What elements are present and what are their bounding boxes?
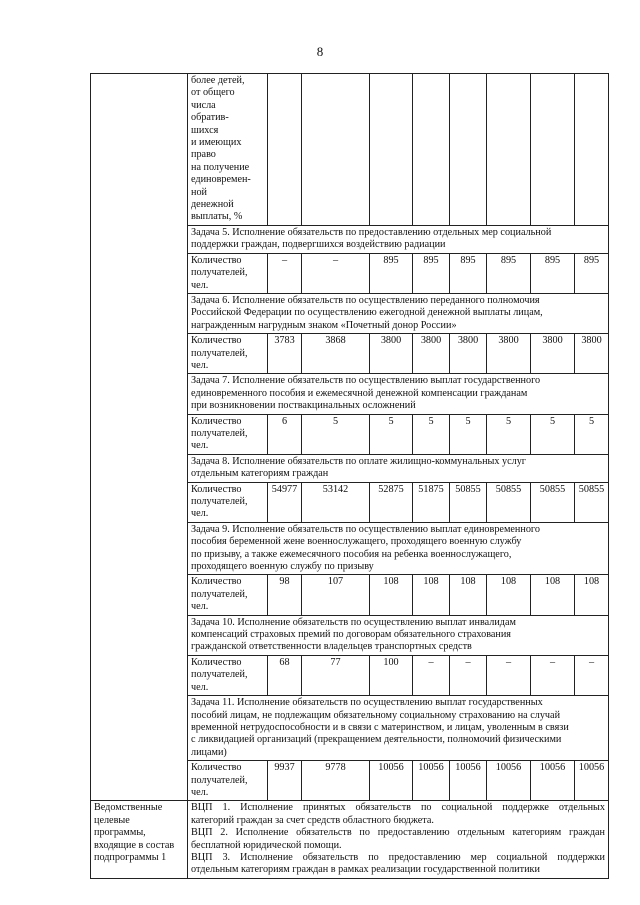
indicator-label <box>188 74 268 226</box>
value-cell: 10056 <box>370 761 413 801</box>
value-cell: 9778 <box>302 761 370 801</box>
text-line: пособий лицам, не подлежащим обязательному социальному страхованию на случай <box>191 709 561 721</box>
vcp-heading <box>91 801 188 878</box>
text-line: и имеющих <box>191 137 242 149</box>
value-cell: 77 <box>302 655 370 695</box>
value-cell: – <box>487 655 531 695</box>
text-line: чел. <box>191 440 209 452</box>
value-cell: 108 <box>370 575 413 615</box>
value-cell: 895 <box>531 253 575 293</box>
value-cell: 3868 <box>302 334 370 374</box>
value-cell <box>413 74 450 226</box>
text-line: Задача 7. Исполнение обязательств по осуществлению выплат государственного <box>191 375 541 387</box>
value-cell: 10056 <box>531 761 575 801</box>
text-line: по призыву, а также ежемесячного пособия на ребенка военнослужащего, <box>191 548 512 560</box>
text-line: поддержки граждан, подвергшихся воздействию радиации <box>191 239 446 251</box>
text-line: компенсаций страховых премий по договорам обязательного страхования <box>191 629 511 641</box>
text-line: чел. <box>191 601 209 613</box>
task-title <box>188 696 609 761</box>
indicator-label <box>188 334 268 374</box>
text-line: Количество <box>191 254 242 266</box>
value-cell: 107 <box>302 575 370 615</box>
text-line: проходящего военную службу по призыву <box>191 561 374 573</box>
text-line: гражданской ответственности владельцев транспортных средств <box>191 641 472 653</box>
text-line: на получение <box>191 161 250 173</box>
text-line: отдельным категориям граждан <box>191 468 329 480</box>
text-line: право <box>191 149 216 161</box>
value-cell: 52875 <box>370 482 413 522</box>
value-cell: 5 <box>487 414 531 454</box>
value-cell: 3800 <box>575 334 609 374</box>
value-cell: 3800 <box>531 334 575 374</box>
indicators-table <box>90 73 609 879</box>
value-cell: 100 <box>370 655 413 695</box>
value-cell: 50855 <box>531 482 575 522</box>
text-line: Задача 9. Исполнение обязательств по осуществлению выплат единовременного <box>191 523 540 535</box>
value-cell: 50855 <box>575 482 609 522</box>
task-title <box>188 454 609 482</box>
value-cell: 10056 <box>413 761 450 801</box>
text-line: единовременного пособия и ежемесячной денежной компенсации гражданам <box>191 387 528 399</box>
text-line: числа <box>191 99 216 111</box>
value-cell: 895 <box>370 253 413 293</box>
value-cell: 51875 <box>413 482 450 522</box>
text-line: бесплатной юридической помощи. <box>191 839 342 851</box>
text-line: Количество <box>191 335 242 347</box>
text-line: Количество <box>191 415 242 427</box>
text-line: пособия беременной жене военнослужащего, проходящего военную службу <box>191 536 522 548</box>
text-line: при возникновении поствакцинальных осложнений <box>191 400 416 412</box>
value-cell: 3800 <box>487 334 531 374</box>
indicator-label <box>188 655 268 695</box>
text-line: Количество <box>191 762 242 774</box>
value-cell: 6 <box>268 414 302 454</box>
value-cell: 108 <box>450 575 487 615</box>
value-cell <box>370 74 413 226</box>
vcp-row <box>91 801 609 878</box>
empty-left-cell <box>91 74 188 801</box>
text-line: ной <box>191 186 207 198</box>
task-title <box>188 225 609 253</box>
value-cell: – <box>575 655 609 695</box>
value-cell: – <box>268 253 302 293</box>
text-line: от общего <box>191 87 235 99</box>
vcp-item <box>191 852 605 877</box>
text-line: Ведомственные <box>94 802 163 814</box>
text-line: программы, <box>94 827 146 839</box>
value-cell: – <box>302 253 370 293</box>
value-cell: 108 <box>575 575 609 615</box>
text-line: Задача 11. Исполнение обязательств по осуществлению выплат государственных <box>191 697 543 709</box>
text-line: лицами) <box>191 746 227 758</box>
text-line: денежной <box>191 199 234 211</box>
task-title <box>188 522 609 575</box>
value-cell: 50855 <box>450 482 487 522</box>
value-cell: 3800 <box>450 334 487 374</box>
text-line: целевые <box>94 814 130 826</box>
vcp-list <box>188 801 609 878</box>
text-line: Количество <box>191 483 242 495</box>
value-cell: 9937 <box>268 761 302 801</box>
text-line: Задача 5. Исполнение обязательств по предоставлению отдельных мер социальной <box>191 226 552 238</box>
text-line: награжденным нагрудным знаком «Почетный донор России» <box>191 319 457 331</box>
text-line: входящие в состав <box>94 839 175 851</box>
indicator-label <box>188 761 268 801</box>
value-cell: 108 <box>531 575 575 615</box>
text-line: чел. <box>191 279 209 291</box>
value-cell: 5 <box>302 414 370 454</box>
text-line: получателей, <box>191 774 248 786</box>
indicator-label <box>188 414 268 454</box>
value-cell: – <box>531 655 575 695</box>
task-title <box>188 293 609 333</box>
text-line: Количество <box>191 656 242 668</box>
text-line: Количество <box>191 576 242 588</box>
text-line: выплаты, % <box>191 211 243 223</box>
text-line: Задача 10. Исполнение обязательств по осуществлению выплат инвалидам <box>191 616 516 628</box>
value-cell: 98 <box>268 575 302 615</box>
text-line: Задача 8. Исполнение обязательств по оплате жилищно-коммунальных услуг <box>191 455 526 467</box>
text-line: единовремен- <box>191 174 251 186</box>
value-cell: 108 <box>413 575 450 615</box>
text-line: получателей, <box>191 427 248 439</box>
text-line: подпрограммы 1 <box>94 851 167 863</box>
value-cell: 895 <box>487 253 531 293</box>
value-cell: 5 <box>575 414 609 454</box>
indicator-label <box>188 482 268 522</box>
text-line: чел. <box>191 359 209 371</box>
text-line: с ликвидацией организаций (прекращением деятельности, полномочий физическими <box>191 734 562 746</box>
indicator-label <box>188 253 268 293</box>
value-cell <box>575 74 609 226</box>
text-line: получателей, <box>191 347 248 359</box>
value-cell: 5 <box>413 414 450 454</box>
value-cell: 50855 <box>487 482 531 522</box>
value-cell: 5 <box>450 414 487 454</box>
vcp-item <box>191 827 605 852</box>
value-cell: 895 <box>575 253 609 293</box>
text-line: чел. <box>191 508 209 520</box>
value-cell: 108 <box>487 575 531 615</box>
value-cell <box>268 74 302 226</box>
page-number: 8 <box>316 44 324 59</box>
text-line: получателей, <box>191 496 248 507</box>
value-cell: 3783 <box>268 334 302 374</box>
value-cell: 895 <box>413 253 450 293</box>
text-line: Российской Федерации по осуществлению ежегодной денежной выплаты лицам, <box>191 307 543 319</box>
value-cell: 5 <box>370 414 413 454</box>
text-line: получателей, <box>191 267 248 279</box>
value-cell: 10056 <box>575 761 609 801</box>
text-line: временной нетрудоспособности и в связи с материнством, и лицам, уволенным в связи <box>191 721 569 733</box>
text-line: ВЦП 3. Исполнение обязательств по предоставлению мер социальной поддержки <box>191 851 605 863</box>
value-cell: 10056 <box>487 761 531 801</box>
text-line: шихся <box>191 124 219 136</box>
text-line: ВЦП 1. Исполнение принятых обязательств по социальной поддержке отдельных <box>191 802 605 814</box>
task-title <box>188 374 609 414</box>
indicator-label <box>188 575 268 615</box>
value-cell: – <box>413 655 450 695</box>
value-cell: 10056 <box>450 761 487 801</box>
text-line: Задача 6. Исполнение обязательств по осуществлению переданного полномочия <box>191 294 540 306</box>
value-cell: 895 <box>450 253 487 293</box>
value-cell <box>450 74 487 226</box>
text-line: получателей, <box>191 588 248 600</box>
table-body <box>91 74 609 879</box>
value-cell <box>487 74 531 226</box>
text-line: получателей, <box>191 669 248 681</box>
value-cell: 68 <box>268 655 302 695</box>
value-cell: – <box>450 655 487 695</box>
text-line: отдельным категориям граждан в рамках реализации государственной политики <box>191 864 540 876</box>
value-cell: 53142 <box>302 482 370 522</box>
value-cell <box>302 74 370 226</box>
vcp-item <box>191 802 605 827</box>
value-cell: 3800 <box>413 334 450 374</box>
text-line: чел. <box>191 681 209 693</box>
text-line: более детей, <box>191 75 245 86</box>
value-cell: 54977 <box>268 482 302 522</box>
task-title <box>188 615 609 655</box>
text-line: ВЦП 2. Исполнение обязательств по предоставлению отдельным категориям граждан <box>191 827 605 839</box>
value-cell: 3800 <box>370 334 413 374</box>
table-row-first-block <box>91 74 609 226</box>
text-line: категорий граждан за счет средств областного бюджета. <box>191 814 434 826</box>
value-cell: 5 <box>531 414 575 454</box>
text-line: чел. <box>191 786 209 798</box>
value-cell <box>531 74 575 226</box>
text-line: обратив- <box>191 112 229 124</box>
